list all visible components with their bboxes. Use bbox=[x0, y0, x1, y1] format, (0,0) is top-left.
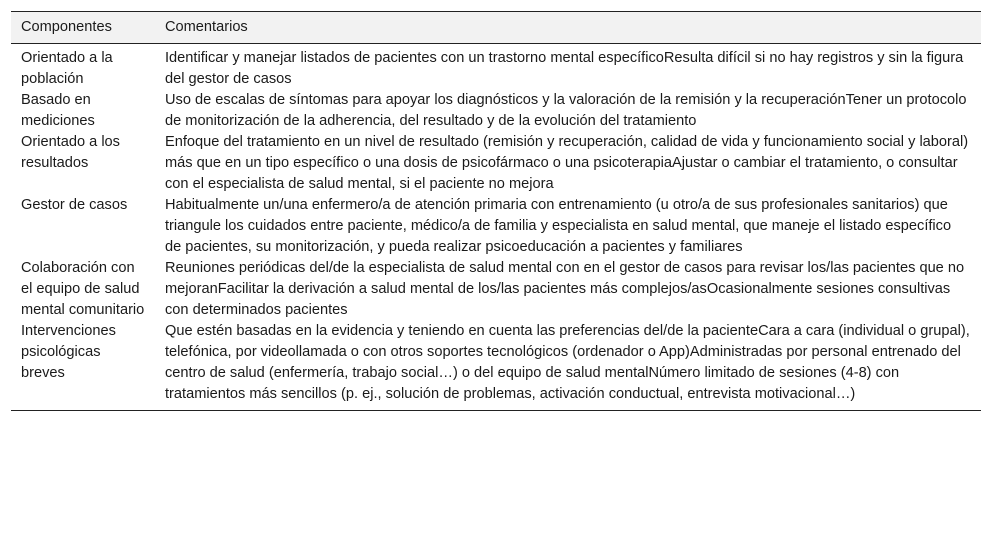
component-cell: Colaboración con el equipo de salud mental comunitario bbox=[21, 260, 145, 318]
table-row bbox=[11, 90, 981, 132]
header-componentes: Componentes bbox=[11, 12, 155, 44]
comment-cell: Identificar y manejar listados de pacientes con un trastorno mental específicoResulta difícil si no hay registros y sin la figura del gestor de casos bbox=[165, 50, 964, 87]
table-row bbox=[11, 44, 981, 91]
table-container bbox=[11, 11, 981, 411]
component-cell: Gestor de casos bbox=[21, 197, 128, 213]
component-cell: Orientado a los resultados bbox=[21, 134, 120, 171]
comment-cell: Uso de escalas de síntomas para apoyar los diagnósticos y la valoración de la remisión y la recuperaciónTener un protocolo de monitorización de la adherencia, del resultado y de la evolución del tratamiento bbox=[165, 92, 967, 129]
table-row bbox=[11, 195, 981, 258]
components-table bbox=[11, 11, 981, 411]
comment-cell: Enfoque del tratamiento en un nivel de resultado (remisión y recuperación, calidad de vida y funcionamiento social y laboral) más que en un tipo específico o una dosis de psicofármaco o una psicoterapiaAjustar o cambiar el tratamiento, o consultar con el especialista de salud mental, si el paciente no mejora bbox=[165, 134, 969, 192]
component-cell: Orientado a la población bbox=[21, 50, 113, 87]
comment-cell: Habitualmente un/una enfermero/a de atención primaria con entrenamiento (u otro/a de sus profesionales sanitarios) que triangule los cuidados entre paciente, médico/a de familia y especialista en salud mental, que maneje el listado específico de pacientes, su monitorización, y pueda realizar psicoeducación a pacientes y familiares bbox=[165, 197, 952, 255]
header-comentarios: Comentarios bbox=[155, 12, 981, 44]
table-header-row bbox=[11, 12, 981, 44]
comment-cell: Que estén basadas en la evidencia y teniendo en cuenta las preferencias del/de la pacienteCara a cara (individual o grupal), telefónica, por videollamada o con otros soportes tecnológicos (ordenador o App)Administradas por personal entrenado del centro de salud (enfermería, trabajo social…) o del equipo de salud mentalNúmero limitado de sesiones (4-8) con tratamientos más sencillos (p. ej., solución de problemas, activación conductual, entrevista motivacional…) bbox=[165, 323, 970, 402]
table-row bbox=[11, 321, 981, 411]
component-cell: Basado en mediciones bbox=[21, 92, 95, 129]
comment-cell: Reuniones periódicas del/de la especialista de salud mental con en el gestor de casos para revisar los/las pacientes que no mejoranFacilitar la derivación a salud mental de los/las pacientes más complejos/asOcasionalmente sesiones consultivas con determinados pacientes bbox=[165, 260, 965, 318]
component-cell: Intervenciones psicológicas breves bbox=[21, 323, 116, 381]
table-row bbox=[11, 132, 981, 195]
table-row bbox=[11, 258, 981, 321]
